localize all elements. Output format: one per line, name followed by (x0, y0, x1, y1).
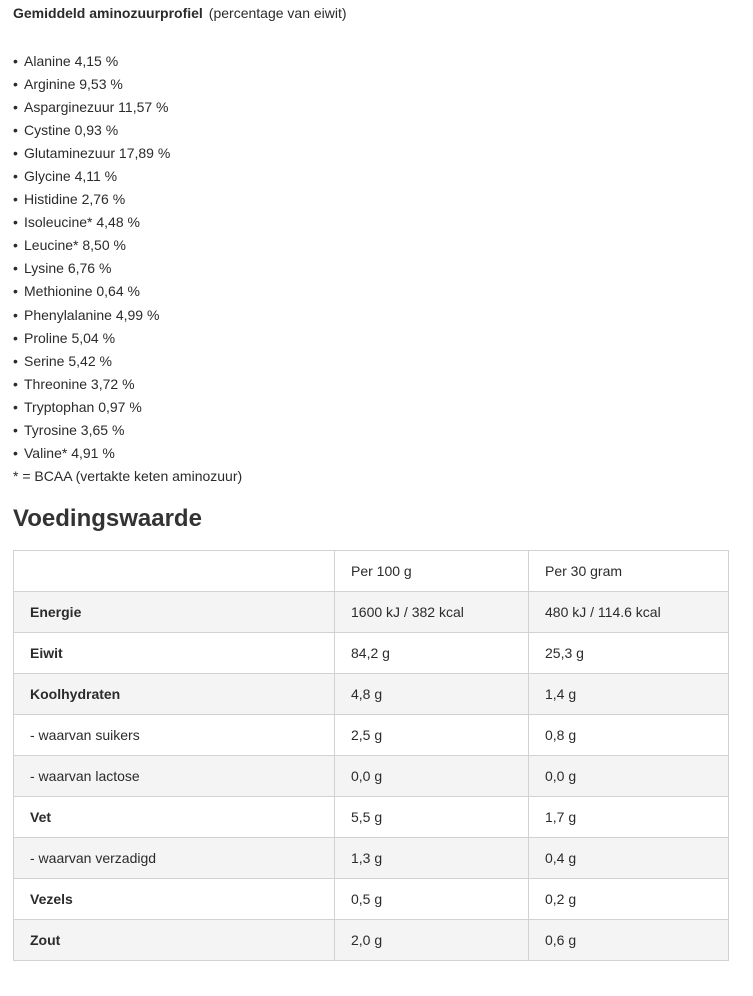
bullet-icon: • (13, 306, 18, 323)
row-value-per-100g: 5,5 g (335, 796, 529, 837)
bullet-icon: • (13, 145, 18, 162)
amino-acid-value: Methionine 0,64 % (24, 283, 140, 300)
bullet-icon: • (13, 329, 18, 346)
list-item (13, 396, 728, 419)
list-item (13, 419, 728, 442)
amino-acid-value: Threonine 3,72 % (24, 375, 135, 392)
row-label: Zout (14, 919, 335, 960)
bullet-icon: • (13, 375, 18, 392)
nutrition-table (13, 550, 729, 961)
table-row (14, 673, 729, 714)
bullet-icon: • (13, 398, 18, 415)
amino-acid-value: Tyrosine 3,65 % (24, 421, 125, 438)
list-item (13, 142, 728, 165)
row-label: Energie (14, 591, 335, 632)
table-row (14, 755, 729, 796)
row-value-per-100g: 84,2 g (335, 632, 529, 673)
amino-acid-value: Lysine 6,76 % (24, 260, 112, 277)
bcaa-footnote: * = BCAA (vertakte keten aminozuur) (13, 467, 243, 484)
row-value-per-100g: 0,5 g (335, 878, 529, 919)
row-label: Vet (14, 796, 335, 837)
list-item (13, 73, 728, 96)
row-value-per-30g: 1,4 g (529, 673, 729, 714)
row-value-per-30g: 0,0 g (529, 755, 729, 796)
list-item (13, 50, 728, 73)
header-cell-per-30g: Per 30 gram (529, 550, 729, 591)
table-row (14, 714, 729, 755)
bullet-icon: • (13, 191, 18, 208)
nutrition-title: Voedingswaarde (13, 504, 202, 532)
table-row (14, 591, 729, 632)
amino-acid-value: Isoleucine* 4,48 % (24, 214, 140, 231)
list-item (13, 234, 728, 257)
list-item (13, 119, 728, 142)
row-label: - waarvan verzadigd (14, 837, 335, 878)
table-row (14, 837, 729, 878)
row-value-per-30g: 0,2 g (529, 878, 729, 919)
bullet-icon: • (13, 421, 18, 438)
row-value-per-30g: 0,4 g (529, 837, 729, 878)
row-value-per-100g: 4,8 g (335, 673, 529, 714)
amino-acid-value: Arginine 9,53 % (24, 76, 123, 93)
list-item (13, 280, 728, 303)
header-cell-label (14, 550, 335, 591)
table-row (14, 632, 729, 673)
list-item (13, 442, 728, 465)
amino-acid-value: Histidine 2,76 % (24, 191, 126, 208)
table-row (14, 796, 729, 837)
amino-acid-value: Asparginezuur 11,57 % (24, 99, 169, 116)
bullet-icon: • (13, 352, 18, 369)
amino-acid-value: Tryptophan 0,97 % (24, 398, 142, 415)
row-value-per-30g: 1,7 g (529, 796, 729, 837)
row-label: - waarvan lactose (14, 755, 335, 796)
bullet-icon: • (13, 444, 18, 461)
bullet-icon: • (13, 76, 18, 93)
list-item (13, 188, 728, 211)
page (13, 0, 728, 961)
amino-acid-value: Cystine 0,93 % (24, 122, 119, 139)
row-value-per-30g: 0,8 g (529, 714, 729, 755)
row-label: Eiwit (14, 632, 335, 673)
row-value-per-100g: 0,0 g (335, 755, 529, 796)
amino-profile-heading (13, 0, 728, 22)
amino-acid-value: Phenylalanine 4,99 % (24, 306, 160, 323)
bullet-icon: • (13, 237, 18, 254)
amino-acid-value: Leucine* 8,50 % (24, 237, 126, 254)
row-value-per-30g: 25,3 g (529, 632, 729, 673)
bullet-icon: • (13, 99, 18, 116)
bullet-icon: • (13, 53, 18, 69)
amino-acid-value: Serine 5,42 % (24, 352, 112, 369)
row-value-per-100g: 2,0 g (335, 919, 529, 960)
amino-acid-value: Glutaminezuur 17,89 % (24, 145, 171, 162)
list-item (13, 327, 728, 350)
amino-acid-value: Valine* 4,91 % (24, 444, 115, 461)
bullet-icon: • (13, 214, 18, 231)
bullet-icon: • (13, 260, 18, 277)
list-item (13, 96, 728, 119)
row-label: Koolhydraten (14, 673, 335, 714)
list-item (13, 373, 728, 396)
row-value-per-100g: 2,5 g (335, 714, 529, 755)
list-item (13, 350, 728, 373)
amino-acid-value: Proline 5,04 % (24, 329, 116, 346)
row-value-per-30g: 480 kJ / 114.6 kcal (529, 591, 729, 632)
header-cell-per-100g: Per 100 g (335, 550, 529, 591)
bullet-icon: • (13, 283, 18, 300)
bullet-icon: • (13, 122, 18, 139)
amino-acid-value: Alanine 4,15 % (24, 53, 119, 69)
row-value-per-100g: 1600 kJ / 382 kcal (335, 591, 529, 632)
row-value-per-30g: 0,6 g (529, 919, 729, 960)
table-row (14, 878, 729, 919)
list-item (13, 304, 728, 327)
amino-profile-title: Gemiddeld aminozuurprofiel (13, 5, 203, 21)
amino-profile-subtitle: (percentage van eiwit) (208, 5, 347, 21)
table-row (14, 919, 729, 960)
amino-acid-list (13, 50, 728, 465)
list-item (13, 165, 728, 188)
row-label: Vezels (14, 878, 335, 919)
bullet-icon: • (13, 168, 18, 185)
list-item (13, 257, 728, 280)
row-value-per-100g: 1,3 g (335, 837, 529, 878)
nutrition-table-body (14, 591, 729, 960)
table-header-row (14, 550, 729, 591)
amino-acid-value: Glycine 4,11 % (24, 168, 118, 185)
row-label: - waarvan suikers (14, 714, 335, 755)
list-item (13, 211, 728, 234)
